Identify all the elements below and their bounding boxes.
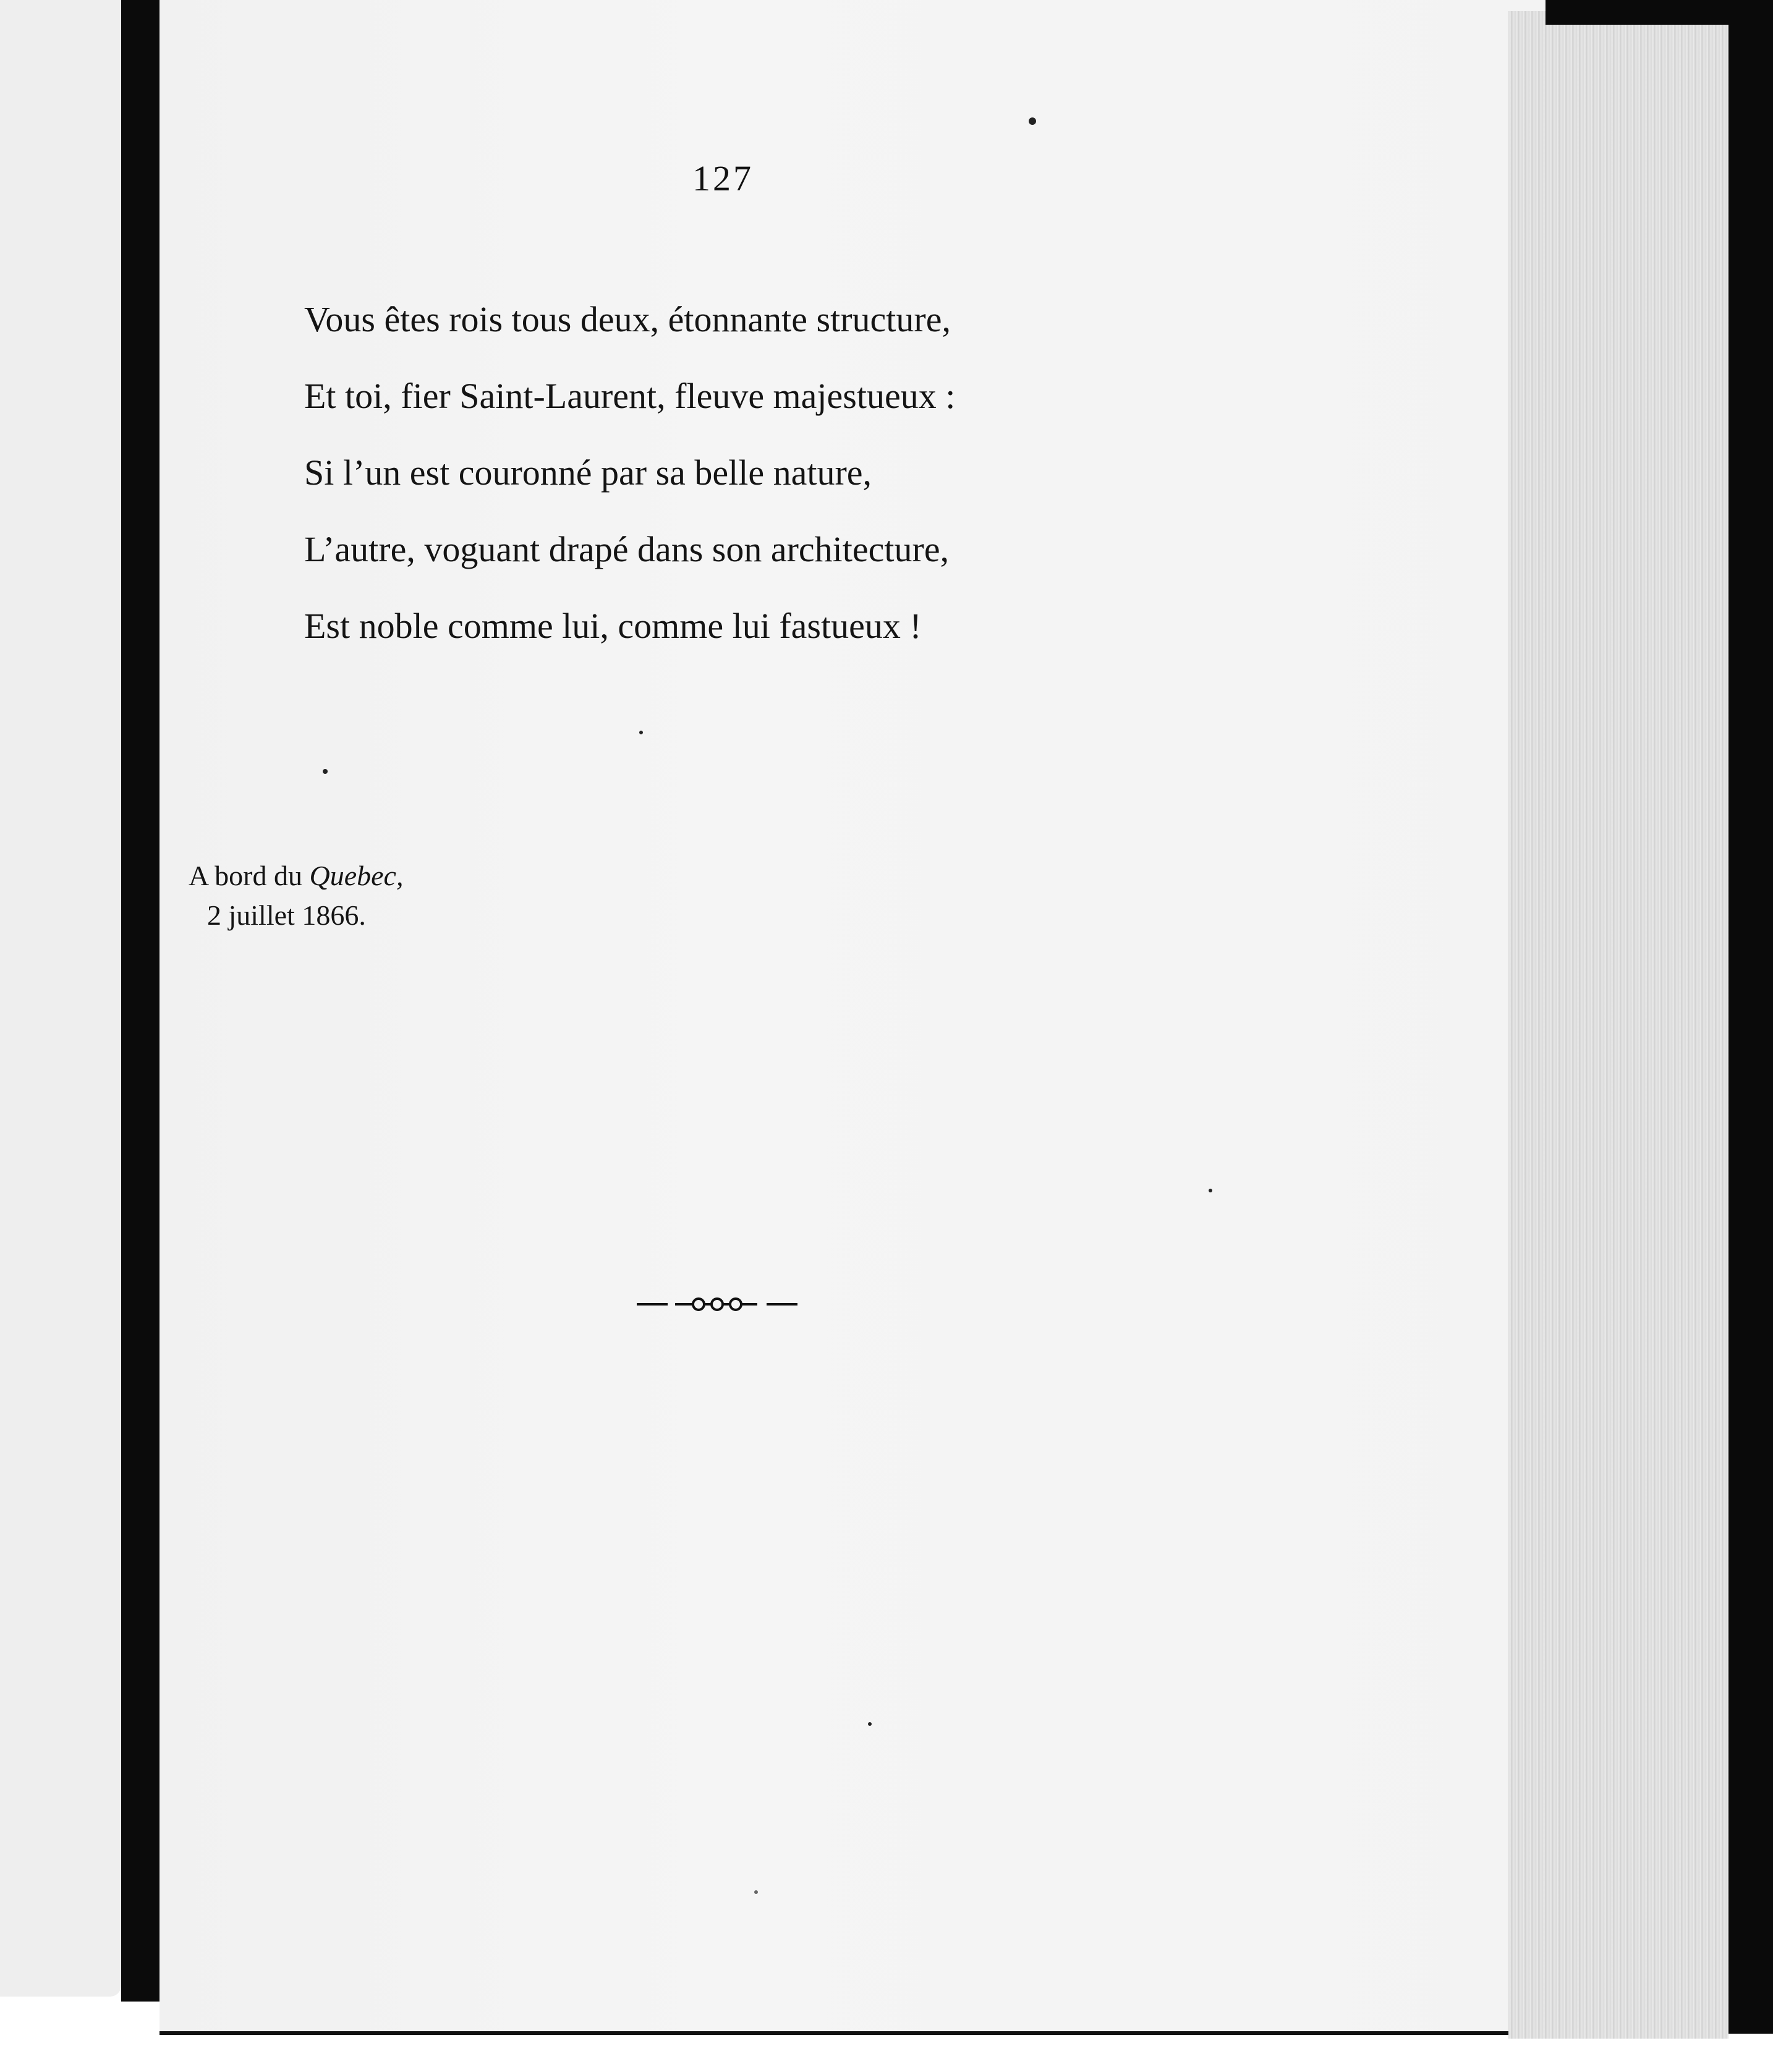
dark-right-border xyxy=(1728,25,1773,2034)
book-gutter xyxy=(121,0,159,2002)
page-number: 127 xyxy=(692,158,754,198)
verse-line-1: Vous êtes rois tous deux, étonnante structure, xyxy=(304,299,951,339)
page-fore-edge xyxy=(1508,11,1728,2039)
poem-signature xyxy=(189,856,403,935)
print-speck xyxy=(1209,1189,1212,1192)
verse-line-5: Est noble comme lui, comme lui fastueux ! xyxy=(304,606,922,646)
print-speck xyxy=(754,1890,758,1894)
dark-top-band xyxy=(1546,0,1773,25)
print-speck xyxy=(1029,117,1036,125)
left-facing-page xyxy=(0,0,121,1997)
signature-place xyxy=(189,856,403,896)
print-speck xyxy=(868,1722,872,1726)
ornament-divider-icon xyxy=(637,1292,797,1317)
signature-place-prefix: A bord du xyxy=(189,860,302,891)
verse-line-3: Si l’un est couronné par sa belle nature, xyxy=(304,452,872,493)
print-speck xyxy=(639,731,643,734)
signature-ship-name: Quebec, xyxy=(309,860,404,891)
poem-stanza xyxy=(304,281,1108,664)
verse-line-4: L’autre, voguant drapé dans son architecture, xyxy=(304,529,950,569)
verse-line-2: Et toi, fier Saint-Laurent, fleuve majestueux : xyxy=(304,376,956,416)
print-speck xyxy=(323,769,328,774)
signature-date: 2 juillet 1866. xyxy=(207,899,366,931)
